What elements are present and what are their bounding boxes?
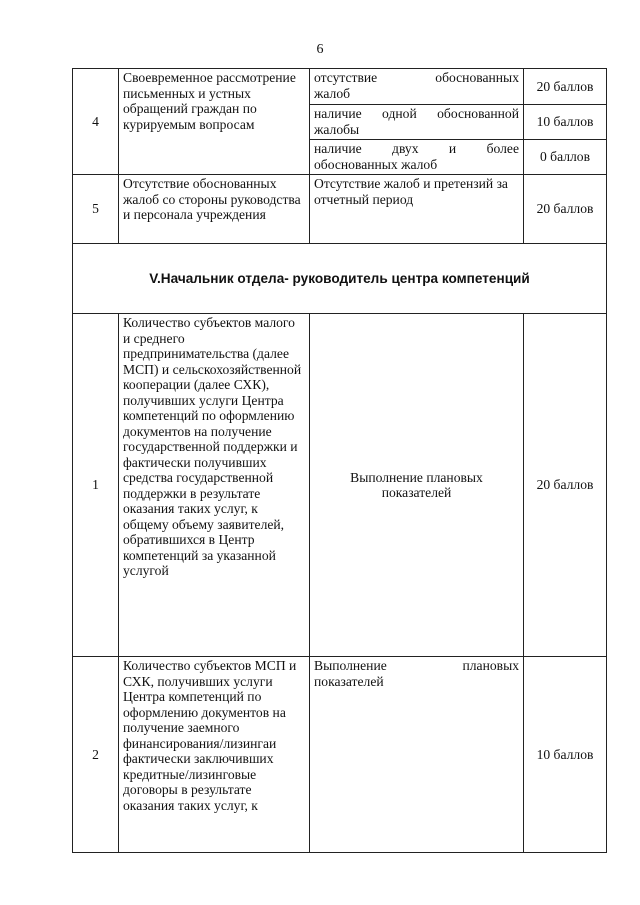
score-cell: 20 баллов [524, 69, 607, 105]
row-number: 2 [73, 657, 119, 853]
condition-cell: Выполнение плановых показателей [310, 657, 524, 853]
row-number: 4 [73, 69, 119, 175]
section-row [73, 244, 607, 314]
table-row [73, 314, 607, 657]
condition-line: Выполнение плановых [314, 658, 519, 673]
page-number: 6 [316, 42, 324, 57]
table-row [73, 175, 607, 244]
condition-line: отсутствие обоснованных [314, 70, 519, 85]
section-title: V.Начальник отдела- руководитель центра компетенций [73, 244, 607, 314]
condition-cell: Отсутствие жалоб и претензий за отчетный период [310, 175, 524, 244]
score-cell: 10 баллов [524, 657, 607, 853]
score-cell: 0 баллов [524, 140, 607, 175]
criterion-cell: Количество субъектов малого и среднего предпринимательства (далее МСП) и сельскохозяйственной кооперации (далее СХК), получивших услуги Центра компетенций по оформлению документов на получение государственной поддержки и фактически получивших средства государственной поддержки в результате оказания таких услуг, к общему объему заявителей, обратившихся в Центр компетенций за указанной услугой [119, 314, 310, 657]
row-number: 1 [73, 314, 119, 657]
condition-cell: наличие одной обоснованной жалобы [310, 105, 524, 140]
score-cell: 20 баллов [524, 314, 607, 657]
criterion-cell: Своевременное рассмотрение письменных и устных обращений граждан по курируемым вопросам [119, 69, 310, 175]
condition-line: наличие двух и более [314, 141, 519, 156]
criteria-table [72, 68, 607, 853]
condition-cell [310, 314, 524, 657]
criterion-cell: Отсутствие обоснованных жалоб со стороны руководства и персонала учреждения [119, 175, 310, 244]
condition-cell: отсутствие обоснованных жалоб [310, 69, 524, 105]
table-row [73, 69, 607, 105]
table-row [73, 657, 607, 853]
score-cell: 10 баллов [524, 105, 607, 140]
condition-line: наличие одной обоснованной [314, 106, 519, 121]
criterion-cell: Количество субъектов МСП и СХК, получивших услуги Центра компетенций по оформлению документов на получение заемного финансирования/лизингаи фактически заключивших кредитные/лизинговые договоры в результате оказания таких услуг, к [119, 657, 310, 853]
row-number: 5 [73, 175, 119, 244]
condition-cell: наличие двух и более обоснованных жалоб [310, 140, 524, 175]
score-cell: 20 баллов [524, 175, 607, 244]
condition-text: Выполнение плановых показателей [350, 469, 483, 500]
